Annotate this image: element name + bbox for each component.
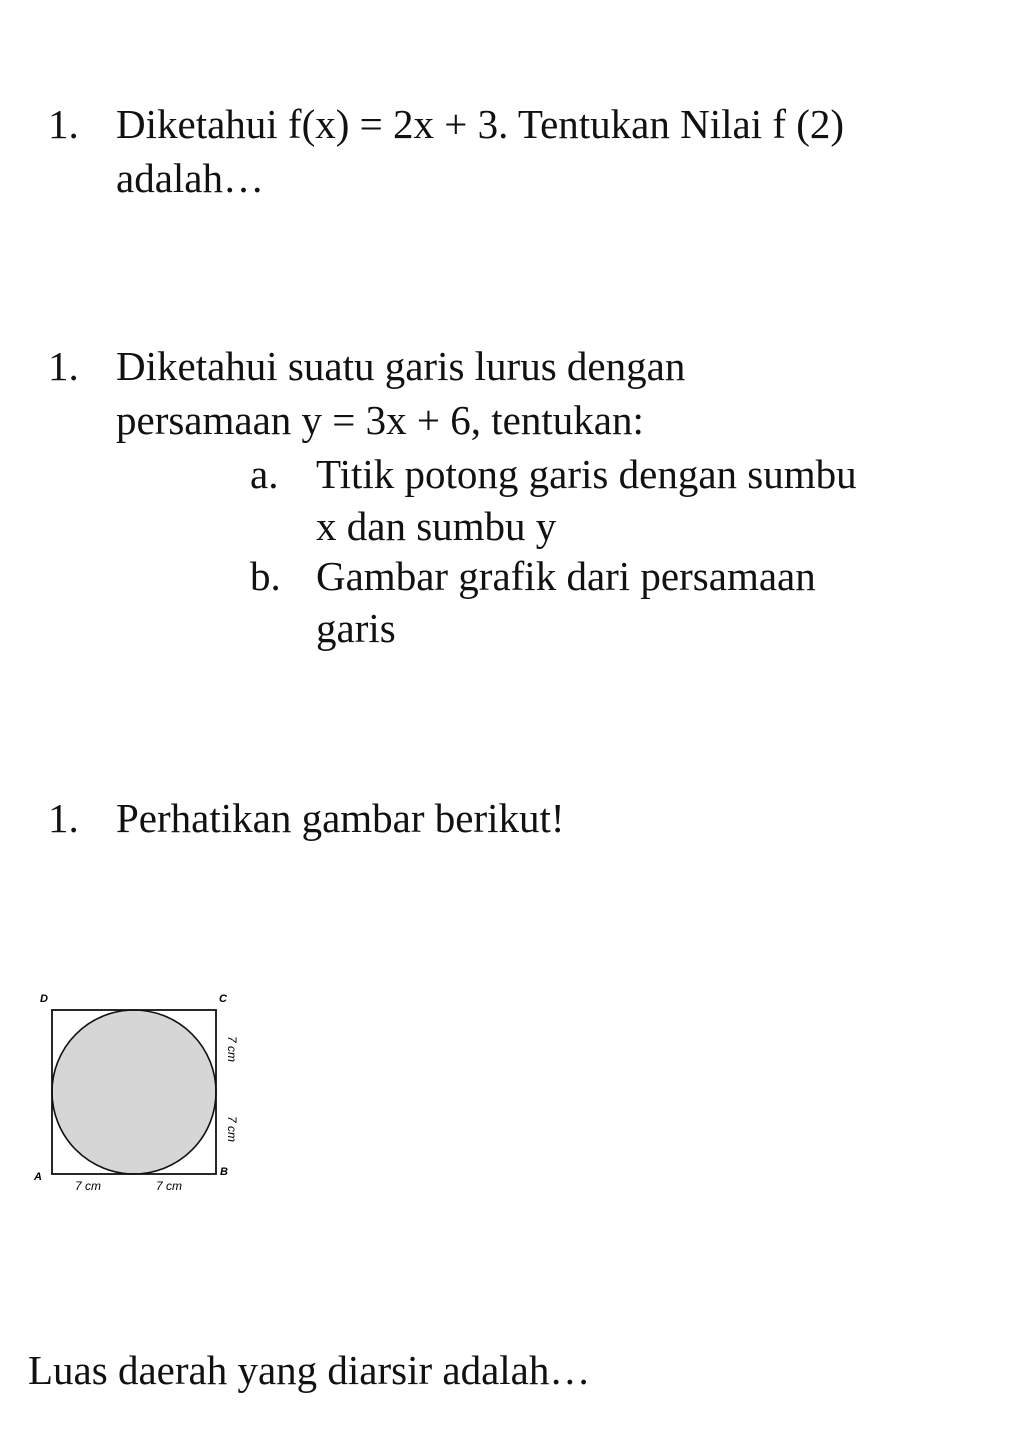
vertex-label-a: A (34, 1171, 42, 1183)
question-1-line-2: adalah… (116, 155, 264, 201)
question-2-line-2: persamaan y = 3x + 6, tentukan: (116, 397, 644, 443)
question-2 (48, 340, 1008, 660)
question-3-number: 1. (48, 795, 79, 841)
question-2-line-1: Diketahui suatu garis lurus dengan (116, 343, 686, 389)
item-b-letter: b. (250, 553, 281, 599)
side-length-bottom: 7 cm (225, 1116, 239, 1143)
vertex-label-c: C (219, 993, 227, 1005)
question-1 (48, 98, 1008, 208)
bottom-length-right: 7 cm (156, 1179, 183, 1193)
vertex-label-d: D (40, 993, 48, 1005)
closing-question: Luas daerah yang diarsir adalah… (28, 1347, 591, 1393)
item-a-line-2: x dan sumbu y (316, 503, 557, 549)
shaded-region (52, 1010, 216, 1174)
question-1-line-1: Diketahui f(x) = 2x + 3. Tentukan Nilai f (2) (116, 101, 845, 147)
question-1-number: 1. (48, 101, 79, 147)
item-b-line-2: garis (316, 605, 396, 651)
question-3 (48, 792, 1008, 852)
item-b-line-1: Gambar grafik dari persamaan (316, 553, 816, 599)
question-2-number: 1. (48, 343, 79, 389)
bottom-length-left: 7 cm (75, 1179, 102, 1193)
vertex-label-b: B (220, 1166, 228, 1178)
square-figure-svg (24, 982, 244, 1202)
side-length-top: 7 cm (225, 1036, 239, 1063)
item-a-letter: a. (250, 451, 279, 497)
square-figure (24, 982, 244, 1202)
item-a-line-1: Titik potong garis dengan sumbu (316, 451, 857, 497)
question-3-text: Perhatikan gambar berikut! (116, 795, 565, 841)
